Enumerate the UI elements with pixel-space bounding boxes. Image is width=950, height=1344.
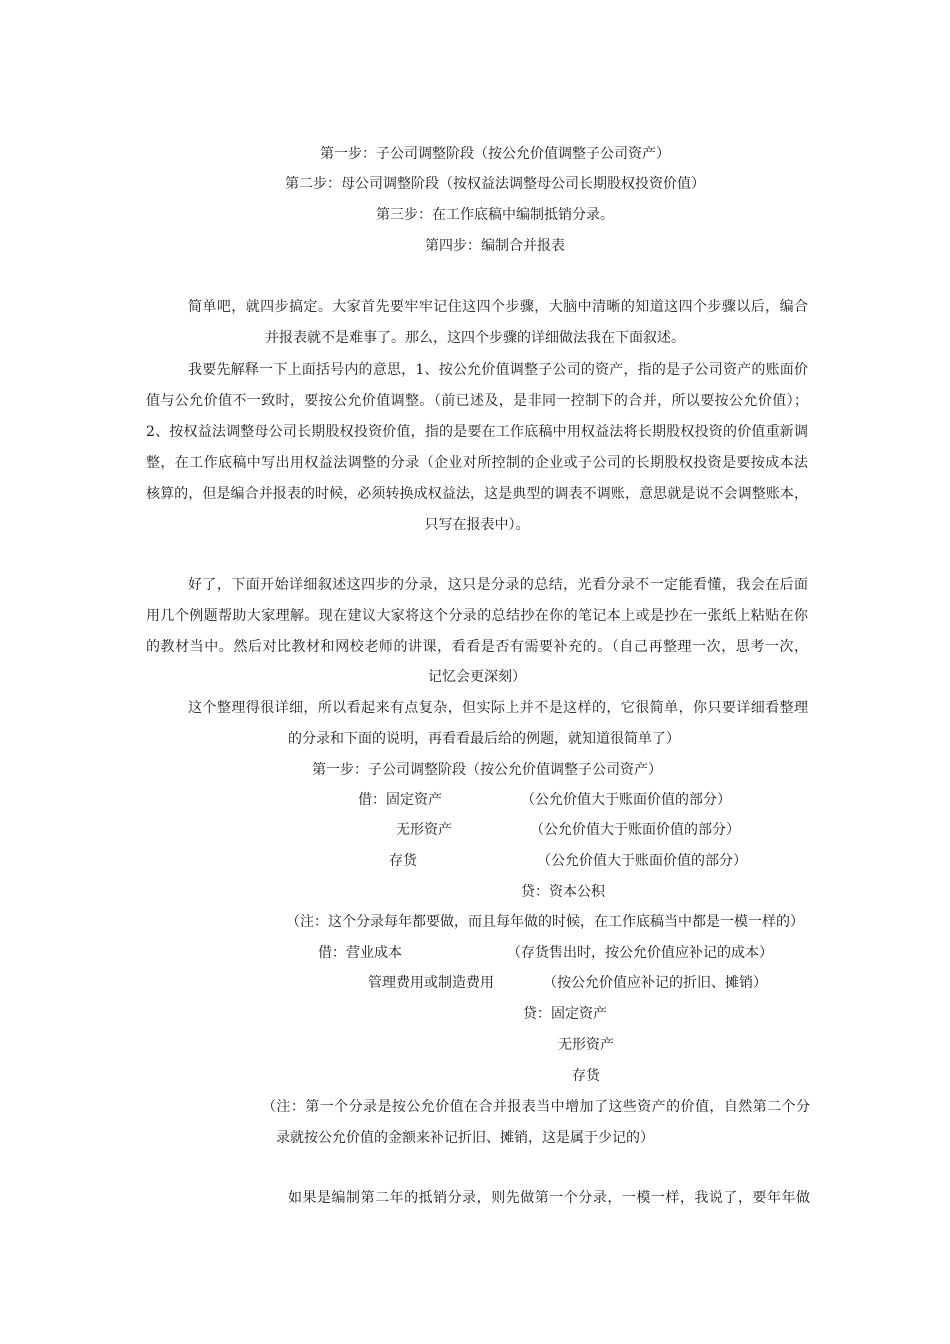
para3-line: 记忆会更深刻）	[428, 669, 526, 685]
entry1-credit: 贷：资本公积	[521, 884, 605, 900]
entry1-debit-label: 借：固定资产	[358, 792, 442, 808]
para3-line: 用几个例题帮助大家理解。现在建议大家将这个分录的总结抄在你的笔记本上或是抄在一张纸上粘贴在你	[146, 608, 808, 624]
para2-line: 2、按权益法调整母公司长期股权投资价值，指的是要在工作底稿中用权益法将长期股权投资的价值重新调	[146, 424, 808, 440]
step-4: 第四步：编制合并报表	[425, 238, 565, 254]
para4-line: 的分录和下面的说明，再看看最后给的例题，就知道很简单了）	[288, 731, 680, 747]
entry2-debit-label: 借：营业成本	[318, 945, 402, 961]
note2-line: （注：第一个分录是按公允价值在合并报表当中增加了这些资产的价值，自然第二个分	[262, 1099, 810, 1115]
para2-line: 整，在工作底稿中写出用权益法调整的分录（企业对所控制的企业或子公司的长期股权投资是要按成本法	[146, 455, 808, 471]
para3-line: 好了，下面开始详细叙述这四步的分录，这只是分录的总结，光看分录不一定能看懂，我会在后面	[188, 577, 808, 593]
entry2-credit-2: 无形资产	[558, 1037, 614, 1053]
entry2-credit-3: 存货	[572, 1068, 600, 1084]
step1-heading: 第一步：子公司调整阶段（按公允价值调整子公司资产）	[312, 762, 662, 778]
entry2-expense-note: （按公允价值应补记的折旧、摊销）	[543, 975, 767, 991]
para3-line: 的教材当中。然后对比教材和网校老师的讲课，看看是否有需要补充的。（自己再整理一次，思考一次，	[146, 639, 808, 655]
entry1-intangible: 无形资产	[396, 822, 452, 838]
para2-line: 只写在报表中）。	[424, 517, 530, 533]
para1-line: 简单吧，就四步搞定。大家首先要牢牢记住这四个步骤，大脑中清晰的知道这四个步骤以后，编合	[188, 299, 808, 315]
entry1-inventory: 存货	[389, 853, 417, 869]
entry2-expense: 管理费用或制造费用	[368, 975, 494, 991]
entry2-credit: 贷：固定资产	[523, 1006, 607, 1022]
step-1: 第一步：子公司调整阶段（按公允价值调整子公司资产）	[320, 146, 670, 162]
para1-line: 并报表就不是难事了。那么，这四个步骤的详细做法我在下面叙述。	[265, 330, 685, 346]
entry1-debit-note: （公允价值大于账面价值的部分）	[521, 792, 731, 808]
entry1-inventory-note: （公允价值大于账面价值的部分）	[537, 853, 747, 869]
note2-line: 录就按公允价值的金额来补记折旧、摊销，这是属于少记的）	[276, 1130, 654, 1146]
para4-line: 这个整理得很详细，所以看起来有点复杂，但实际上并不是这样的，它很简单，你只要详细看整理	[188, 700, 808, 716]
entry2-debit-note: （存货售出时，按公允价值应补记的成本）	[507, 945, 773, 961]
para2-line: 我要先解释一下上面括号内的意思，1、按公允价值调整子公司的资产，指的是子公司资产的账面价	[188, 362, 808, 378]
para5-line: 如果是编制第二年的抵销分录，则先做第一个分录，一模一样，我说了，要年年做	[288, 1190, 810, 1206]
note1: （注：这个分录每年都要做，而且每年做的时候，在工作底稿当中都是一模一样的）	[286, 914, 804, 930]
step-2: 第二步：母公司调整阶段（按权益法调整母公司长期股权投资价值）	[285, 176, 705, 192]
step-3: 第三步：在工作底稿中编制抵销分录。	[376, 207, 614, 223]
para2-line: 核算的，但是编合并报表的时候，必须转换成权益法，这是典型的调表不调账，意思就是说不会调整账本，	[146, 486, 808, 502]
para2-line: 值与公允价值不一致时，要按公允价值调整。（前已述及，是非同一控制下的合并，所以要按公允价值）；	[146, 393, 808, 409]
entry1-intangible-note: （公允价值大于账面价值的部分）	[530, 822, 740, 838]
